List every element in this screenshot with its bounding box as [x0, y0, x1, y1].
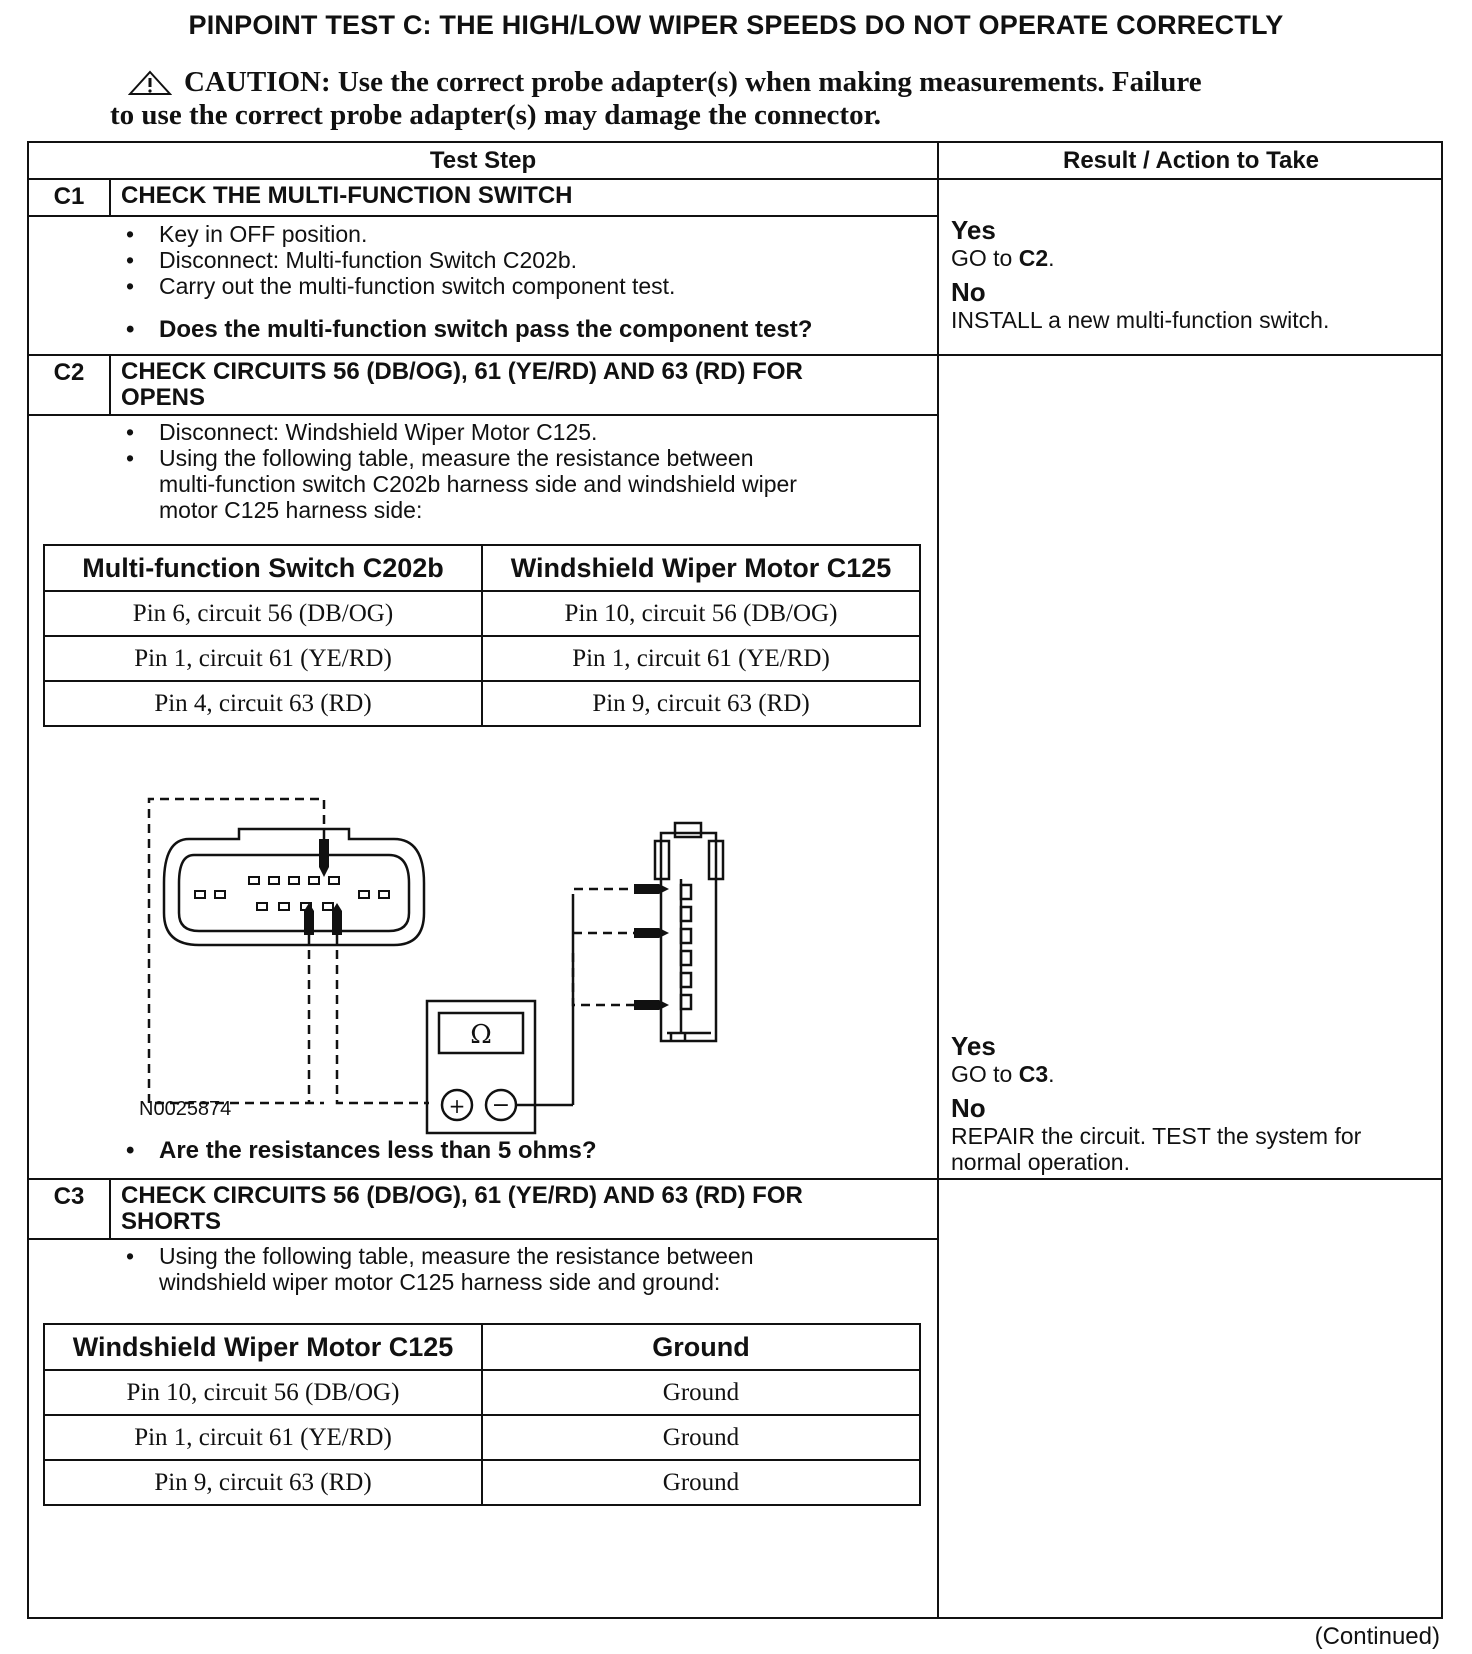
no-action — [951, 1123, 1431, 1175]
ohm-symbol: Ω — [470, 1020, 492, 1050]
warning-triangle-icon — [128, 70, 172, 96]
yes-label: Yes — [951, 215, 996, 245]
table-cell: Ground — [482, 1415, 920, 1460]
step-c3-bullets — [121, 1243, 921, 1295]
table-header: Windshield Wiper Motor C125 — [44, 1324, 482, 1370]
yes-action-text: GO to — [951, 1061, 1019, 1087]
step-title-c3 — [121, 1183, 803, 1235]
yes-action-target: C2 — [1018, 245, 1049, 271]
list-item: • Carry out the multi-function switch component test. — [121, 273, 921, 299]
yes-action-text: GO to — [951, 245, 1019, 271]
yes-action-suffix: . — [1048, 245, 1055, 271]
result-c1 — [951, 215, 1431, 333]
table-cell: Pin 1, circuit 61 (YE/RD) — [44, 1415, 482, 1460]
table-header: Multi-function Switch C202b — [44, 545, 482, 591]
table-cell: Pin 9, circuit 63 (RD) — [482, 681, 920, 726]
yes-action-target: C3 — [1018, 1061, 1049, 1087]
svg-text:+: + — [448, 1094, 466, 1118]
multi-function-switch-connector — [164, 829, 424, 945]
no-label: No — [951, 1093, 986, 1123]
list-item: • Disconnect: Multi-function Switch C202b. — [121, 247, 921, 273]
header-result: Result / Action to Take — [1062, 147, 1320, 174]
table-cell: Pin 10, circuit 56 (DB/OG) — [482, 591, 920, 636]
list-item: • Key in OFF position. — [121, 221, 921, 247]
list-item: • Disconnect: Windshield Wiper Motor C125. — [121, 419, 921, 445]
step-title-c1: CHECK THE MULTI-FUNCTION SWITCH — [121, 182, 573, 209]
no-label: No — [951, 277, 986, 307]
bullet-line: • Using the following table, measure the resistance between — [159, 1243, 754, 1269]
header-test-step: Test Step — [429, 147, 537, 174]
c2-pin-table — [43, 544, 921, 727]
table-header: Ground — [482, 1324, 920, 1370]
table-cell: Pin 1, circuit 61 (YE/RD) — [44, 636, 482, 681]
bullet-line: motor C125 harness side: — [159, 497, 423, 523]
c3-pin-table — [43, 1323, 921, 1506]
no-action: INSTALL a new multi-function switch. — [951, 307, 1330, 333]
table-cell: Pin 1, circuit 61 (YE/RD) — [482, 636, 920, 681]
no-action-line: REPAIR the circuit. TEST the system for — [951, 1123, 1362, 1149]
step-id-c3: C3 — [53, 1183, 85, 1210]
step-c2-question-list — [121, 1138, 921, 1164]
table-header: Windshield Wiper Motor C125 — [482, 545, 920, 591]
table-cell: Ground — [482, 1370, 920, 1415]
table-row — [44, 681, 920, 726]
step-title-c3-line1: CHECK CIRCUITS 56 (DB/OG), 61 (YE/RD) AND 63 (RD) FOR — [121, 1182, 803, 1209]
table-row — [44, 1370, 920, 1415]
svg-text:−: − — [491, 1093, 511, 1118]
figure-id: N0025874 — [139, 1098, 232, 1120]
pinpoint-test-table — [27, 141, 1443, 1619]
yes-action — [951, 245, 1431, 271]
no-action-line: normal operation. — [951, 1149, 1130, 1175]
table-row — [44, 636, 920, 681]
continued-label: (Continued) — [1314, 1623, 1440, 1650]
step-id-c1: C1 — [53, 183, 85, 210]
caution-line-2: to use the correct probe adapter(s) may damage the connector. — [110, 99, 882, 131]
step-c2-bullets — [121, 419, 921, 523]
table-row — [44, 591, 920, 636]
result-c2 — [951, 1031, 1431, 1175]
bullet-line: • Using the following table, measure the resistance between — [159, 445, 754, 471]
step-title-c2 — [121, 359, 803, 411]
step-title-c2-line2: OPENS — [121, 384, 206, 411]
list-item — [121, 1243, 921, 1295]
step-c2-question: • Are the resistances less than 5 ohms? — [121, 1138, 921, 1164]
table-cell: Pin 4, circuit 63 (RD) — [44, 681, 482, 726]
step-c1-question-list — [121, 317, 921, 343]
bullet-line: multi-function switch C202b harness side and windshield wiper — [159, 471, 797, 497]
page-title: PINPOINT TEST C: THE HIGH/LOW WIPER SPEEDS DO NOT OPERATE CORRECTLY — [188, 10, 1284, 40]
step-id-c2: C2 — [53, 359, 85, 386]
bullet-line: windshield wiper motor C125 harness side and ground: — [159, 1269, 721, 1295]
step-c1-bullets — [121, 221, 921, 299]
table-cell: Pin 6, circuit 56 (DB/OG) — [44, 591, 482, 636]
step-title-c3-line2: SHORTS — [121, 1208, 222, 1235]
yes-label: Yes — [951, 1031, 996, 1061]
step-title-c2-line1: CHECK CIRCUITS 56 (DB/OG), 61 (YE/RD) AND 63 (RD) FOR — [121, 358, 803, 385]
resistance-measurement-diagram — [139, 793, 819, 1153]
table-cell: Pin 9, circuit 63 (RD) — [44, 1460, 482, 1505]
table-cell: Ground — [482, 1460, 920, 1505]
step-c1-question: • Does the multi-function switch pass the component test? — [121, 317, 921, 343]
yes-action-suffix: . — [1048, 1061, 1055, 1087]
table-row — [44, 1415, 920, 1460]
table-cell: Pin 10, circuit 56 (DB/OG) — [44, 1370, 482, 1415]
yes-action — [951, 1061, 1431, 1087]
caution-line-1: CAUTION: Use the correct probe adapter(s) when making measurements. Failure — [184, 66, 1202, 98]
caution-note — [110, 66, 1370, 132]
table-row — [44, 1460, 920, 1505]
list-item — [121, 445, 921, 523]
